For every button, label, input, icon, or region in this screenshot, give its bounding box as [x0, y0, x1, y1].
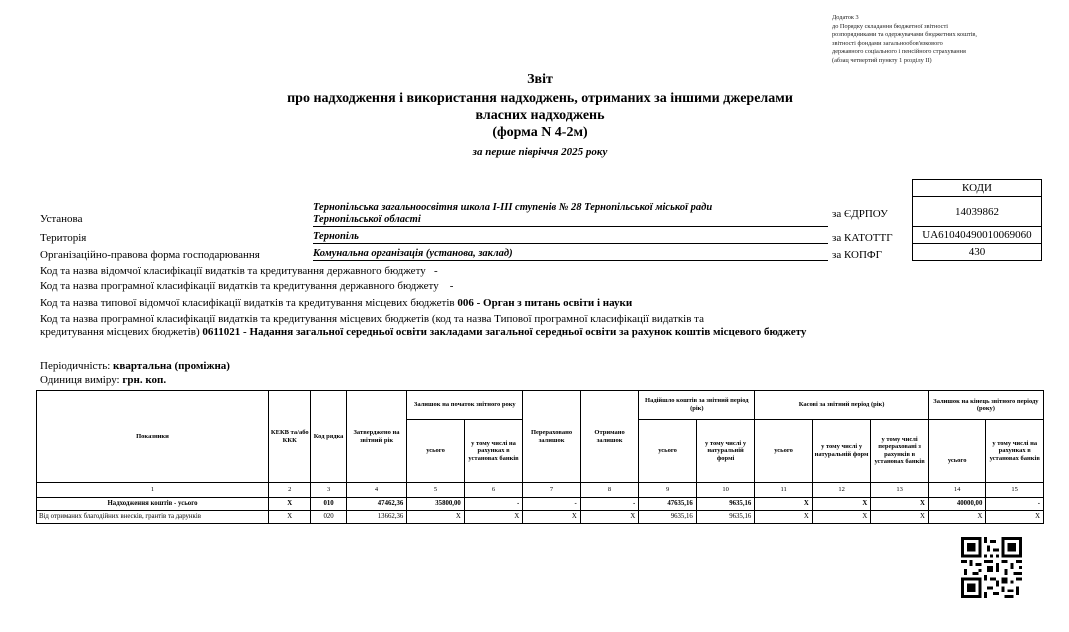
typical-dept-value: 006 - Орган з питань освіти і науки — [457, 297, 633, 309]
edrpou-label: за ЄДРПОУ — [832, 208, 888, 220]
header-cash: Касові за звітний період (рік) — [755, 391, 929, 420]
table-cell: X — [580, 511, 639, 524]
header-balance-end-group — [928, 391, 1043, 483]
table-cell: 47635,16 — [639, 498, 697, 511]
report-title: Звіт — [527, 72, 553, 87]
table-cell: - — [523, 498, 581, 511]
col-number: 11 — [755, 483, 813, 498]
table-cell: Надходження коштів - усього — [37, 498, 269, 511]
report-title-line: про надходження і використання надходжень, отриманих за іншими джерелами — [287, 91, 793, 106]
col-number: 15 — [986, 483, 1044, 498]
prog-class-label: Код та назва програмної класифікації видатків та кредитування державного бюджету — [40, 280, 439, 292]
qr-code-icon — [961, 537, 1022, 598]
table-cell: 020 — [311, 511, 346, 524]
legal-form-label: Організаційно-правова форма господарювання — [40, 249, 260, 261]
header-transferred: Перераховано залишок — [523, 391, 581, 483]
col-number: 5 — [407, 483, 465, 498]
table-cell: X — [407, 511, 465, 524]
periodicity-line — [40, 360, 820, 373]
col-number: 7 — [523, 483, 581, 498]
appendix-line: (абзац четвертий пункту 1 розділу II) — [832, 56, 932, 64]
institution-value — [313, 202, 828, 227]
institution-label: Установа — [40, 213, 83, 225]
periodicity-value: квартальна (проміжна) — [113, 360, 230, 372]
kopfg-label: за КОПФГ — [832, 249, 882, 261]
table-cell: 35800,00 — [407, 498, 465, 511]
table-cell: 47462,36 — [346, 498, 407, 511]
col-number: 13 — [871, 483, 929, 498]
table-cell: X — [755, 498, 813, 511]
table-cell: X — [523, 511, 581, 524]
table-cell: Від отриманих благодійних внесків, грантів та дарунків — [37, 511, 269, 524]
table-row — [37, 511, 1044, 524]
table-cell: X — [871, 511, 929, 524]
col-number: 6 — [464, 483, 523, 498]
periodicity-label: Періодичність: — [40, 360, 111, 372]
appendix-line: державного соціального і пенсійного страхування — [832, 48, 966, 56]
table-cell: X — [269, 498, 311, 511]
appendix-note — [832, 14, 1032, 66]
table-row — [37, 498, 1044, 511]
territory-value: Тернопіль — [313, 231, 828, 244]
table-cell: 9635,16 — [639, 511, 697, 524]
table-cell: 40000,00 — [928, 498, 986, 511]
local-prog-value: 0611021 - Надання загальної середньої освіти закладами загальної середньої освіти за рахунок коштів місцевого бюджету — [202, 326, 807, 338]
appendix-line: звітності фондами загальнообов'язкового — [832, 39, 943, 47]
dept-class-line — [40, 265, 820, 278]
header-income: Надійшло коштів за звітний період (рік) — [639, 391, 755, 420]
header-end-total: усього — [929, 420, 987, 482]
col-number: 3 — [311, 483, 346, 498]
col-number: 1 — [37, 483, 269, 498]
prog-class-line — [40, 280, 820, 293]
legal-form-value: Комунальна організація (установа, заклад) — [313, 248, 828, 261]
table-cell: 010 — [311, 498, 346, 511]
katottg-label: за КАТОТТГ — [832, 232, 893, 244]
katottg-code: UA61040490010069060 — [913, 227, 1042, 244]
unit-value: грн. коп. — [122, 374, 167, 386]
col-number: 12 — [812, 483, 871, 498]
header-cash-banks: у тому числі перераховані з рахунків в установах банків — [871, 419, 929, 482]
table-cell: X — [755, 511, 813, 524]
table-cell: - — [986, 498, 1044, 511]
table-cell: - — [580, 498, 639, 511]
prog-class-value: - — [449, 280, 454, 292]
appendix-line: до Порядку складання бюджетної звітності — [832, 22, 948, 30]
table-cell: X — [928, 511, 986, 524]
table-cell: 13662,36 — [346, 511, 407, 524]
header-row-code: Код рядка — [311, 391, 346, 483]
table-cell: X — [269, 511, 311, 524]
territory-label: Територія — [40, 232, 87, 244]
typical-dept-label: Код та назва типової відомчої класифікації видатків та кредитування місцевих бюджетів — [40, 297, 455, 309]
col-number: 4 — [346, 483, 407, 498]
unit-label: Одиниця виміру: — [40, 374, 120, 386]
table-cell: X — [812, 498, 871, 511]
table-cell: X — [986, 511, 1044, 524]
table-cell: 9635,16 — [696, 511, 755, 524]
report-title-line: власних надходжень — [475, 108, 605, 123]
dept-class-label: Код та назва відомчої класифікації видатків та кредитування державного бюджету — [40, 265, 426, 277]
header-balance-end: Залишок на кінець звітного періоду (року) — [929, 391, 1043, 420]
edrpou-code: 14039862 — [913, 197, 1042, 227]
col-number: 9 — [639, 483, 697, 498]
codes-header: КОДИ — [913, 180, 1042, 197]
table-cell: - — [464, 498, 523, 511]
table-cell: X — [871, 498, 929, 511]
appendix-line: Додаток 3 — [832, 14, 859, 21]
header-indicators: Показники — [37, 391, 269, 483]
column-numbers-row — [37, 483, 1044, 498]
header-start-total: усього — [407, 419, 465, 482]
institution-name-line2: Тернопільської області — [313, 214, 421, 225]
col-number: 8 — [580, 483, 639, 498]
local-prog-label: Код та назва програмної класифікації видатків та кредитування місцевих бюджетів (код та назва Типової програмної класифікації видатків та — [40, 313, 704, 325]
table-cell: X — [812, 511, 871, 524]
header-cash-total: усього — [755, 419, 813, 482]
header-end-banks: у тому числі на рахунках в установах банків — [989, 439, 1040, 462]
col-number: 14 — [928, 483, 986, 498]
table-cell: X — [464, 511, 523, 524]
header-received: Отримано залишок — [580, 391, 639, 483]
report-table — [36, 390, 1044, 524]
header-income-total: усього — [639, 419, 697, 482]
header-kekv: КЕКВ та/або ККК — [269, 391, 311, 483]
kopfg-code: 430 — [913, 244, 1042, 261]
unit-line — [40, 374, 820, 387]
col-number: 10 — [696, 483, 755, 498]
local-prog-line — [40, 313, 820, 339]
typical-dept-line — [40, 297, 820, 310]
dept-class-value: - — [433, 265, 438, 277]
institution-name-line1: Тернопільська загальноосвітня школа І-ІІІ ступенів № 28 Тернопільської міської ради — [313, 202, 713, 213]
col-number: 2 — [269, 483, 311, 498]
header-balance-start: Залишок на початок звітного року — [407, 391, 523, 420]
header-income-natural: у тому числі у натуральній формі — [696, 419, 755, 482]
codes-table — [912, 179, 1042, 261]
header-cash-natural: у тому числі у натуральній форм — [812, 419, 871, 482]
report-period: за перше півріччя 2025 року — [472, 146, 608, 158]
header-approved: Затверджено на звітний рік — [346, 391, 407, 483]
header-start-banks: у тому числі на рахунках в установах банків — [464, 419, 523, 482]
appendix-line: розпорядниками та одержувачами бюджетних коштів, — [832, 31, 977, 39]
local-prog-label-2: кредитування місцевих бюджетів) — [40, 326, 200, 338]
table-cell: 9635,16 — [696, 498, 755, 511]
form-number: (форма N 4-2м) — [492, 125, 588, 140]
